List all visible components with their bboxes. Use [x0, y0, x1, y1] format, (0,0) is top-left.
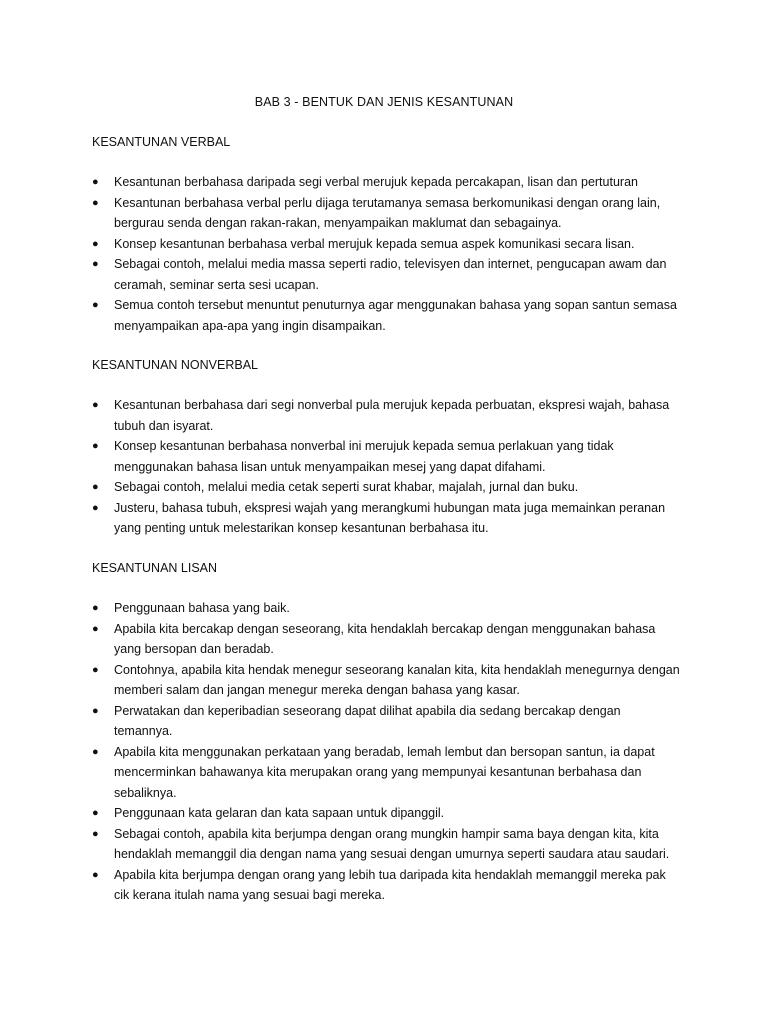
bullet-list-verbal [92, 172, 682, 336]
list-item [92, 824, 682, 865]
list-item-text: Penggunaan bahasa yang baik. [114, 601, 290, 615]
list-item-text: Kesantunan berbahasa dari segi nonverbal pula merujuk kepada perbuatan, ekspresi wajah, bahasa tubuh dan isyarat. [114, 398, 670, 433]
bullet-icon: ● [92, 196, 99, 209]
list-item-text: Sebagai contoh, apabila kita berjumpa dengan orang mungkin hampir sama baya dengan kita, kita hendaklah memanggil dia dengan nama yang sesuai dengan umurnya seperti saudara atau saudari. [114, 826, 670, 861]
list-item-text: Kesantunan berbahasa verbal perlu dijaga terutamanya semasa berkomunikasi dengan orang lain, bergurau senda dengan rakan-rakan, menyampaikan maklumat dan sebagainya. [114, 195, 661, 230]
list-item [92, 234, 682, 255]
list-item [92, 295, 682, 336]
list-item-text: Apabila kita bercakap dengan seseorang, kita hendaklah bercakap dengan menggunakan bahasa yang bersopan dan beradab. [114, 621, 656, 656]
bullet-icon: ● [92, 176, 99, 188]
list-item-text: Konsep kesantunan berbahasa nonverbal ini merujuk kepada semua perlakuan yang tidak menggunakan bahasa lisan untuk menyampaikan mesej yang dapat difahami. [114, 439, 614, 474]
bullet-icon: ● [92, 622, 99, 635]
list-item-text: Justeru, bahasa tubuh, ekspresi wajah yang merangkumi hubungan mata juga memainkan peranan yang penting untuk melestarikan konsep kesantunan berbahasa itu. [114, 500, 666, 535]
list-item [92, 598, 682, 619]
list-item-text: Apabila kita menggunakan perkataan yang beradab, lemah lembut dan bersopan santun, ia dapat mencerminkan bahawanya kita merupakan orang yang mempunyai kesantunan berbahasa dan sebaliknya. [114, 744, 655, 800]
bullet-icon: ● [92, 807, 99, 819]
bullet-icon: ● [92, 501, 99, 514]
list-item-text: Contohnya, apabila kita hendak menegur seseorang kanalan kita, kita hendaklah menegurnya dengan memberi salam dan jangan menegur mereka dengan bahasa yang kasar. [114, 662, 680, 697]
bullet-icon: ● [92, 237, 99, 250]
section-heading-nonverbal: KESANTUNAN NONVERBAL [92, 358, 259, 372]
bullet-icon: ● [92, 868, 99, 881]
list-item [92, 254, 682, 295]
list-item [92, 865, 682, 906]
list-item-text: Sebagai contoh, melalui media cetak seperti surat khabar, majalah, jurnal dan buku. [114, 480, 579, 494]
bullet-icon: ● [92, 399, 99, 411]
list-item [92, 660, 682, 701]
bullet-icon: ● [92, 481, 99, 493]
list-item [92, 619, 682, 660]
list-item [92, 742, 682, 804]
list-item-text: Konsep kesantunan berbahasa verbal merujuk kepada semua aspek komunikasi secara lisan. [114, 236, 635, 251]
list-item-text: Apabila kita berjumpa dengan orang yang lebih tua daripada kita hendaklah memanggil mereka pak cik kerana itulah nama yang sesuai bagi mereka. [114, 867, 666, 902]
list-item [92, 193, 682, 234]
list-item-text: Penggunaan kata gelaran dan kata sapaan untuk dipanggil. [114, 806, 445, 820]
document-title: BAB 3 - BENTUK DAN JENIS KESANTUNAN [254, 95, 514, 109]
list-item [92, 803, 682, 824]
list-item [92, 701, 682, 742]
list-item [92, 436, 682, 477]
list-item [92, 477, 682, 498]
section-heading-lisan: KESANTUNAN LISAN [92, 561, 218, 575]
bullet-icon: ● [92, 745, 99, 758]
section-heading-verbal: KESANTUNAN VERBAL [92, 135, 231, 149]
bullet-icon: ● [92, 299, 99, 311]
list-item-text: Kesantunan berbahasa daripada segi verbal merujuk kepada percakapan, lisan dan pertuturan [114, 175, 638, 189]
list-item-text: Perwatakan dan keperibadian seseorang dapat dilihat apabila dia sedang bercakap dengan temannya. [114, 703, 621, 738]
list-item [92, 498, 682, 539]
bullet-list-nonverbal [92, 395, 682, 539]
list-item-text: Semua contoh tersebut menuntut penuturnya agar menggunakan bahasa yang sopan santun semasa menyampaikan apa-apa yang ingin disampaikan. [114, 298, 677, 333]
list-item-text: Sebagai contoh, melalui media massa seperti radio, televisyen dan internet, pengucapan awam dan ceramah, seminar serta sesi ucapan. [114, 257, 667, 292]
bullet-icon: ● [92, 663, 99, 676]
bullet-icon: ● [92, 827, 99, 840]
bullet-icon: ● [92, 258, 99, 270]
bullet-list-lisan [92, 598, 682, 906]
bullet-icon: ● [92, 704, 99, 717]
list-item [92, 395, 682, 436]
bullet-icon: ● [92, 440, 99, 452]
list-item [92, 172, 682, 193]
bullet-icon: ● [92, 602, 99, 614]
